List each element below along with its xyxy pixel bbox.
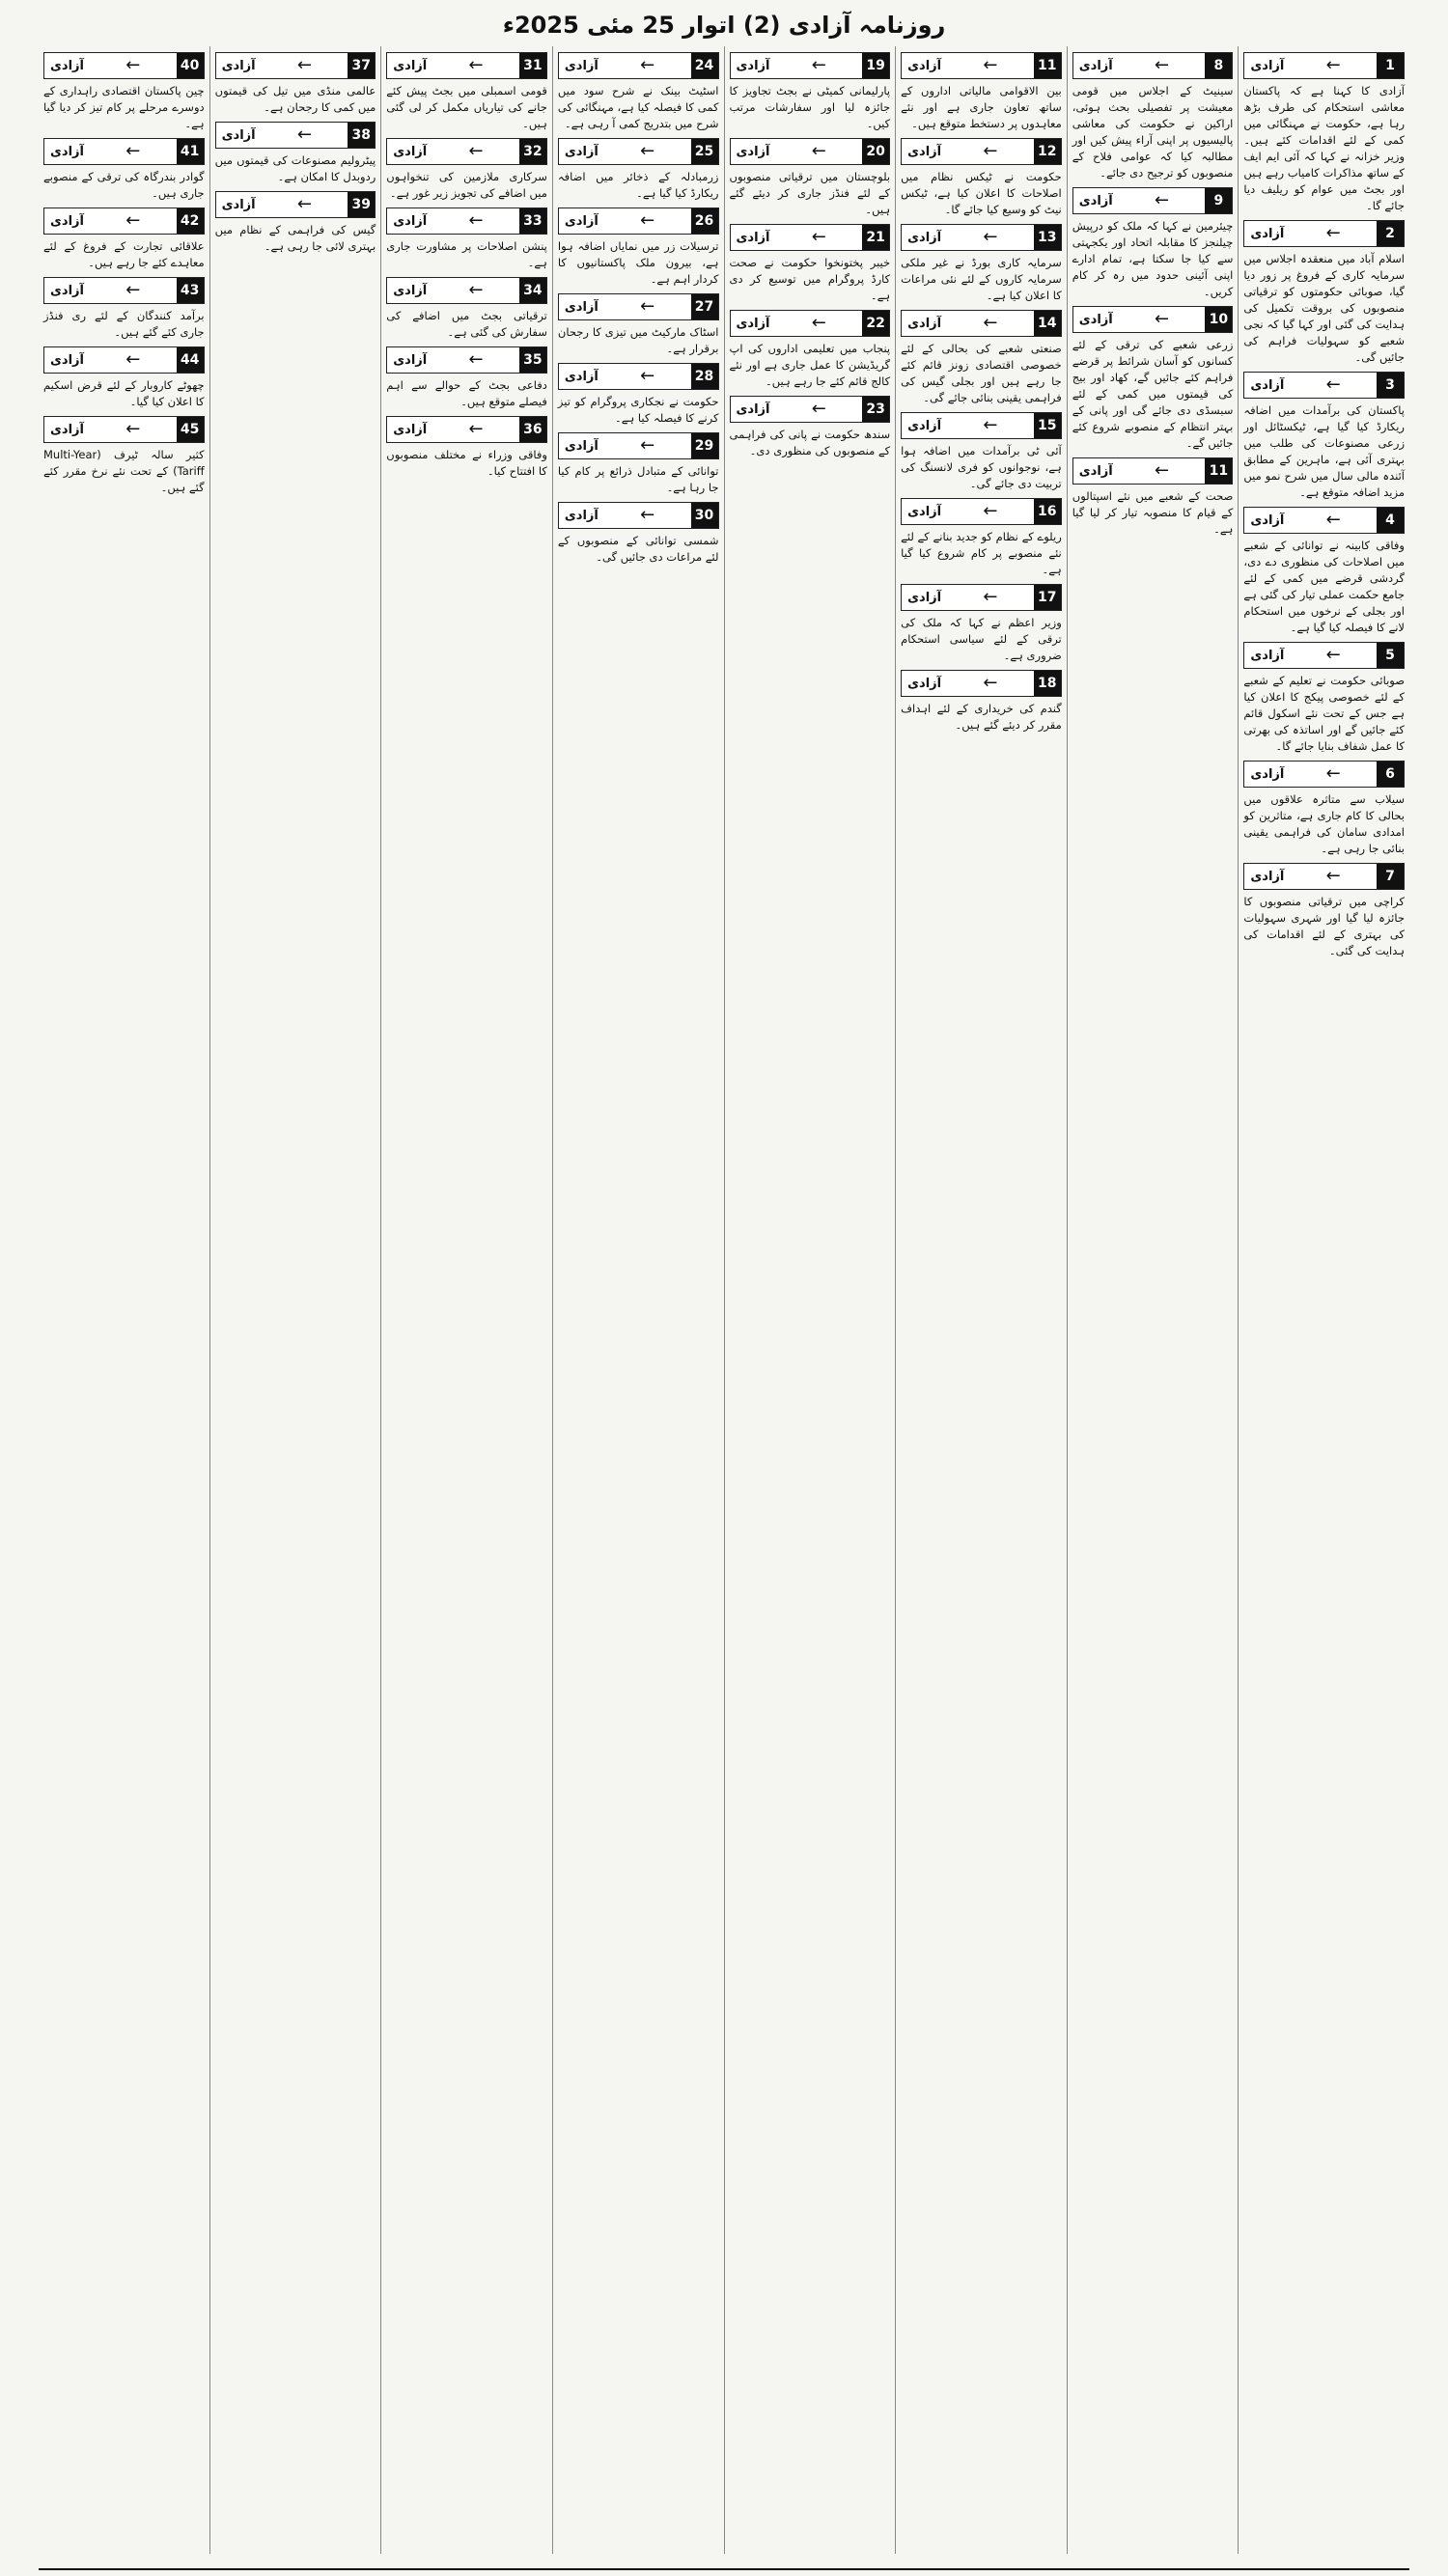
item-number: 44 [177, 347, 204, 373]
brand-label: آزادی [50, 283, 84, 298]
arrow-left-icon: ← [1155, 460, 1170, 481]
brand-label: آزادی [1250, 58, 1285, 73]
item-text: ترسیلات زر میں نمایاں اضافہ ہوا ہے، بیرون ملک پاکستانیوں کا کردار اہم ہے۔ [557, 239, 719, 286]
item-header [730, 310, 891, 337]
brand-label: آزادی [1250, 648, 1285, 663]
brand-label: آزادی [564, 508, 599, 523]
item-number: 32 [519, 139, 546, 164]
item-text: گندم کی خریداری کے لئے اہداف مقرر کر دیئے گئے ہیں۔ [901, 702, 1062, 732]
arrow-left-icon: ← [468, 280, 484, 300]
item-text: پنجاب میں تعلیمی اداروں کی اپ گریڈیشن کا عمل جاری ہے اور نئے کالج قائم کئے جا رہے ہیں۔ [729, 342, 891, 388]
news-item [386, 416, 547, 480]
brand-label: آزادی [907, 58, 942, 73]
arrow-left-icon: ← [640, 55, 655, 75]
item-number: 35 [519, 347, 546, 373]
brand-label: آزادی [1250, 869, 1285, 884]
item-text: حکومت نے ٹیکس نظام میں اصلاحات کا اعلان کیا ہے، ٹیکس نیٹ کو وسیع کیا جائے گا۔ [901, 170, 1062, 216]
news-item [901, 52, 1062, 132]
news-item [43, 52, 205, 132]
brand-label: آزادی [736, 230, 770, 245]
arrow-left-icon: ← [640, 210, 655, 231]
item-text: چھوٹے کاروبار کے لئے قرض اسکیم کا اعلان کیا گیا۔ [43, 378, 205, 408]
item-number: 19 [862, 53, 889, 78]
news-item [1243, 761, 1405, 857]
item-number: 11 [1205, 458, 1232, 484]
arrow-left-icon: ← [468, 141, 484, 161]
item-number: 31 [519, 53, 546, 78]
news-item [558, 52, 719, 132]
news-item [43, 277, 205, 341]
news-item [558, 363, 719, 427]
brand-label: آزادی [907, 316, 942, 331]
news-item [558, 208, 719, 288]
brand-label: آزادی [736, 58, 770, 73]
item-text: ریلوے کے نظام کو جدید بنانے کے لئے نئے منصوبے پر کام شروع کیا گیا ہے۔ [901, 530, 1062, 576]
item-text: صحت کے شعبے میں نئے اسپتالوں کے قیام کا منصوبہ تیار کر لیا گیا ہے۔ [1072, 489, 1234, 536]
news-item [901, 138, 1062, 218]
item-text: بین الاقوامی مالیاتی اداروں کے ساتھ تعاون جاری ہے اور نئے معاہدوں پر دستخط متوقع ہیں۔ [901, 84, 1062, 130]
item-number: 3 [1377, 373, 1404, 398]
item-text: وزیر اعظم نے کہا کہ ملک کی ترقی کے لئے سیاسی استحکام ضروری ہے۔ [901, 616, 1062, 662]
item-header [1243, 642, 1405, 669]
arrow-left-icon: ← [983, 587, 998, 607]
arrow-left-icon: ← [468, 55, 484, 75]
brand-label: آزادی [1250, 766, 1285, 782]
arrow-left-icon: ← [811, 399, 826, 419]
news-item [1072, 187, 1234, 300]
news-item [558, 138, 719, 202]
item-number: 15 [1034, 413, 1061, 438]
item-text: گوادر بندرگاہ کی ترقی کے منصوبے جاری ہیں۔ [43, 170, 205, 200]
arrow-left-icon: ← [640, 141, 655, 161]
arrow-left-icon: ← [296, 55, 312, 75]
item-header [901, 52, 1062, 79]
item-number: 30 [691, 503, 718, 528]
item-text: وفاقی وزراء نے مختلف منصوبوں کا افتتاح کیا۔ [386, 448, 547, 478]
item-header [43, 138, 205, 165]
item-header [730, 138, 891, 165]
item-header [901, 670, 1062, 697]
arrow-left-icon: ← [640, 435, 655, 456]
item-number: 2 [1377, 221, 1404, 246]
news-item [558, 432, 719, 496]
item-number: 7 [1377, 864, 1404, 889]
brand-label: آزادی [1250, 377, 1285, 393]
item-number: 1 [1377, 53, 1404, 78]
item-header [901, 412, 1062, 439]
item-header [43, 208, 205, 235]
item-number: 38 [348, 123, 375, 148]
item-number: 12 [1034, 139, 1061, 164]
item-number: 43 [177, 278, 204, 303]
brand-label: آزادی [907, 144, 942, 159]
item-number: 8 [1205, 53, 1232, 78]
item-text: علاقائی تجارت کے فروغ کے لئے معاہدے کئے جا رہے ہیں۔ [43, 239, 205, 269]
item-text: اسٹیٹ بینک نے شرح سود میں کمی کا فیصلہ کیا ہے، مہنگائی کی شرح میں بتدریج کمی آ رہی ہے۔ [557, 84, 719, 130]
article-column [380, 46, 552, 2554]
brand-label: آزادی [50, 213, 84, 229]
arrow-left-icon: ← [1155, 55, 1170, 75]
arrow-left-icon: ← [125, 55, 141, 75]
item-text: ترقیاتی بجٹ میں اضافے کی سفارش کی گئی ہے۔ [386, 309, 547, 339]
brand-label: آزادی [907, 676, 942, 691]
item-header [1072, 306, 1234, 333]
item-number: 5 [1377, 643, 1404, 668]
brand-label: آزادی [907, 504, 942, 519]
columns-container [39, 46, 1409, 2554]
item-header [1243, 52, 1405, 79]
arrow-left-icon: ← [983, 415, 998, 435]
item-text: آئی ٹی برآمدات میں اضافہ ہوا ہے، نوجوانوں کو فری لانسنگ کی تربیت دی جائے گی۔ [901, 444, 1062, 490]
arrow-left-icon: ← [983, 313, 998, 333]
brand-label: آزادی [564, 299, 599, 315]
news-item [901, 412, 1062, 492]
item-text: بلوچستان میں ترقیاتی منصوبوں کے لئے فنڈز جاری کر دیئے گئے ہیں۔ [729, 170, 891, 216]
brand-label: آزادی [50, 58, 84, 73]
item-header [386, 52, 547, 79]
item-header [1243, 761, 1405, 788]
item-number: 11 [1034, 53, 1061, 78]
item-header [43, 416, 205, 443]
item-header [1072, 52, 1234, 79]
item-number: 21 [862, 225, 889, 250]
news-item [1072, 306, 1234, 452]
brand-label: آزادی [221, 58, 256, 73]
item-text: شمسی توانائی کے منصوبوں کے لئے مراعات دی جائیں گی۔ [557, 534, 719, 564]
news-item [901, 670, 1062, 734]
brand-label: آزادی [50, 352, 84, 368]
arrow-left-icon: ← [1325, 223, 1341, 243]
arrow-left-icon: ← [1325, 866, 1341, 886]
brand-label: آزادی [736, 402, 770, 417]
brand-label: آزادی [221, 197, 256, 212]
article-column [724, 46, 896, 2554]
news-item [730, 52, 891, 132]
arrow-left-icon: ← [1325, 374, 1341, 395]
item-header [1243, 507, 1405, 534]
item-header [215, 191, 376, 218]
item-text: پیٹرولیم مصنوعات کی قیمتوں میں ردوبدل کا امکان ہے۔ [214, 153, 376, 183]
item-text: چین پاکستان اقتصادی راہداری کے دوسرے مرحلے پر کام تیز کر دیا گیا ہے۔ [43, 84, 205, 130]
arrow-left-icon: ← [983, 227, 998, 247]
news-item [386, 138, 547, 202]
arrow-left-icon: ← [1325, 645, 1341, 665]
news-item [1243, 642, 1405, 755]
item-header [558, 138, 719, 165]
item-header [1072, 187, 1234, 214]
item-header [730, 224, 891, 251]
item-number: 18 [1034, 671, 1061, 696]
brand-label: آزادی [1078, 58, 1113, 73]
news-item [901, 584, 1062, 664]
item-text: کراچی میں ترقیاتی منصوبوں کا جائزہ لیا گیا اور شہری سہولیات کی بہتری کے لئے اقدامات کی ہدایت کی گئی۔ [1243, 895, 1405, 957]
arrow-left-icon: ← [296, 125, 312, 145]
brand-label: آزادی [907, 418, 942, 433]
news-item [1243, 372, 1405, 501]
item-number: 34 [519, 278, 546, 303]
article-column [552, 46, 724, 2554]
item-number: 13 [1034, 225, 1061, 250]
arrow-left-icon: ← [1325, 763, 1341, 784]
arrow-left-icon: ← [640, 505, 655, 525]
item-number: 14 [1034, 311, 1061, 336]
news-item [386, 277, 547, 341]
article-column [895, 46, 1067, 2554]
item-header [43, 277, 205, 304]
item-number: 40 [177, 53, 204, 78]
news-item [1072, 457, 1234, 538]
brand-label: آزادی [393, 352, 428, 368]
arrow-left-icon: ← [125, 141, 141, 161]
item-text: زرمبادلہ کے ذخائر میں اضافہ ریکارڈ کیا گیا ہے۔ [557, 170, 719, 200]
news-item [901, 310, 1062, 406]
arrow-left-icon: ← [983, 501, 998, 521]
item-text: عالمی منڈی میں تیل کی قیمتوں میں کمی کا رجحان ہے۔ [214, 84, 376, 114]
item-text: توانائی کے متبادل ذرائع پر کام کیا جا رہا ہے۔ [557, 464, 719, 494]
item-header [43, 346, 205, 374]
item-number: 17 [1034, 585, 1061, 610]
arrow-left-icon: ← [811, 313, 826, 333]
item-header [1243, 220, 1405, 247]
brand-label: آزادی [1250, 226, 1285, 241]
arrow-left-icon: ← [640, 366, 655, 386]
item-text: خیبر پختونخوا حکومت نے صحت کارڈ پروگرام میں توسیع کر دی ہے۔ [729, 256, 891, 302]
item-text: سرمایہ کاری بورڈ نے غیر ملکی سرمایہ کاروں کے لئے نئی مراعات کا اعلان کیا ہے۔ [901, 256, 1062, 302]
brand-label: آزادی [564, 144, 599, 159]
arrow-left-icon: ← [296, 194, 312, 214]
item-header [1243, 372, 1405, 399]
item-number: 23 [862, 397, 889, 422]
brand-label: آزادی [736, 144, 770, 159]
news-item [901, 224, 1062, 304]
arrow-left-icon: ← [1325, 55, 1341, 75]
brand-label: آزادی [1078, 463, 1113, 479]
brand-label: آزادی [393, 58, 428, 73]
arrow-left-icon: ← [468, 210, 484, 231]
item-number: 9 [1205, 188, 1232, 213]
item-text: اسلام آباد میں منعقدہ اجلاس میں سرمایہ کاری کے فروغ پر زور دیا گیا، صوبائی حکومتوں کو ترقیاتی منصوبوں کی بروقت تکمیل کی ہدایت کی گئی اور کہا گیا کہ نجی شعبے کو سہولیات فراہم کی جائیں گی۔ [1243, 252, 1405, 364]
item-header [386, 208, 547, 235]
item-header [901, 138, 1062, 165]
news-item [1243, 863, 1405, 959]
item-number: 45 [177, 417, 204, 442]
brand-label: آزادی [50, 144, 84, 159]
arrow-left-icon: ← [125, 210, 141, 231]
news-item [215, 191, 376, 255]
item-number: 22 [862, 311, 889, 336]
brand-label: آزادی [564, 438, 599, 454]
brand-label: آزادی [564, 213, 599, 229]
arrow-left-icon: ← [468, 349, 484, 370]
news-item [43, 208, 205, 271]
item-header [386, 416, 547, 443]
arrow-left-icon: ← [125, 419, 141, 439]
news-item [730, 396, 891, 459]
item-text: سندھ حکومت نے پانی کی فراہمی کے منصوبوں کی منظوری دی۔ [729, 428, 891, 457]
item-header [1072, 457, 1234, 485]
article-column [1238, 46, 1409, 2554]
news-item [386, 208, 547, 271]
news-item [43, 346, 205, 410]
item-header [730, 396, 891, 423]
article-column [39, 46, 209, 2554]
item-number: 4 [1377, 508, 1404, 533]
footer-rule [39, 2568, 1409, 2570]
item-text: کثیر سالہ ٹیرف (Multi-Year Tariff) کے تحت نئے نرخ مقرر کئے گئے ہیں۔ [43, 448, 205, 494]
arrow-left-icon: ← [468, 419, 484, 439]
brand-label: آزادی [393, 213, 428, 229]
brand-label: آزادی [1078, 193, 1113, 208]
news-item [215, 122, 376, 185]
item-header [901, 224, 1062, 251]
item-text: چیئرمین نے کہا کہ ملک کو درپیش چیلنجز کا مقابلہ اتحاد اور یکجہتی سے کیا جا سکتا ہے، تمام ادارے اپنی آئینی حدود میں رہ کر کام کریں۔ [1072, 219, 1234, 298]
brand-label: آزادی [907, 230, 942, 245]
news-item [558, 502, 719, 566]
news-item [386, 52, 547, 132]
item-number: 37 [348, 53, 375, 78]
item-header [558, 293, 719, 320]
news-item [730, 138, 891, 218]
item-text: پاکستان کی برآمدات میں اضافہ ریکارڈ کیا گیا ہے، ٹیکسٹائل اور زرعی مصنوعات کی طلب میں بہتری آئی ہے، ماہرین کے مطابق آئندہ مالی سال میں شرح نمو میں مزید اضافہ متوقع ہے۔ [1243, 403, 1405, 499]
item-text: قومی اسمبلی میں بجٹ پیش کئے جانے کی تیاریاں مکمل کر لی گئی ہیں۔ [386, 84, 547, 130]
item-header [901, 584, 1062, 611]
item-text: صوبائی حکومت نے تعلیم کے شعبے کے لئے خصوصی پیکج کا اعلان کیا ہے جس کے تحت نئے اسکول قائم کئے جائیں گے اور اساتذہ کی بھرتی کا عمل شفاف بنایا جائے گا۔ [1243, 674, 1405, 753]
arrow-left-icon: ← [125, 280, 141, 300]
arrow-left-icon: ← [1325, 510, 1341, 530]
item-header [558, 52, 719, 79]
article-column [209, 46, 381, 2554]
item-text: برآمد کنندگان کے لئے ری فنڈز جاری کئے گئے ہیں۔ [43, 309, 205, 339]
item-text: سیلاب سے متاثرہ علاقوں میں بحالی کا کام جاری ہے، متاثرین کو امدادی سامان کی فراہمی یقینی بنائی جا رہی ہے۔ [1243, 792, 1405, 855]
item-text: پنشن اصلاحات پر مشاورت جاری ہے۔ [386, 239, 547, 269]
item-text: آزادی کا کہنا ہے کہ پاکستان معاشی استحکام کی طرف بڑھ رہا ہے، حکومت نے مہنگائی میں کمی کے لئے اقدامات کئے ہیں۔ وزیر خزانہ نے کہا کہ آئی ایم ایف کے ساتھ مذاکرات کامیاب رہے ہیں اور بجٹ میں عوام کو ریلیف دیا جائے گا۔ [1243, 84, 1405, 212]
item-number: 20 [862, 139, 889, 164]
item-text: سرکاری ملازمین کی تنخواہوں میں اضافے کی تجویز زیر غور ہے۔ [386, 170, 547, 200]
item-text: پارلیمانی کمیٹی نے بجٹ تجاویز کا جائزہ لیا اور سفارشات مرتب کیں۔ [729, 84, 891, 130]
brand-label: آزادی [736, 316, 770, 331]
news-item [43, 138, 205, 202]
item-number: 10 [1205, 307, 1232, 332]
brand-label: آزادی [393, 283, 428, 298]
arrow-left-icon: ← [640, 296, 655, 317]
arrow-left-icon: ← [1155, 309, 1170, 329]
news-item [1243, 220, 1405, 366]
brand-label: آزادی [907, 590, 942, 605]
item-header [386, 138, 547, 165]
item-number: 33 [519, 208, 546, 234]
brand-label: آزادی [221, 127, 256, 143]
arrow-left-icon: ← [1155, 190, 1170, 210]
item-number: 16 [1034, 499, 1061, 524]
brand-label: آزادی [1078, 312, 1113, 327]
item-number: 27 [691, 294, 718, 319]
item-header [1243, 863, 1405, 890]
brand-label: آزادی [1250, 512, 1285, 528]
item-text: حکومت نے نجکاری پروگرام کو تیز کرنے کا فیصلہ کیا ہے۔ [557, 395, 719, 425]
news-item [1072, 52, 1234, 181]
item-header [558, 502, 719, 529]
item-number: 26 [691, 208, 718, 234]
news-item [1243, 507, 1405, 636]
arrow-left-icon: ← [811, 141, 826, 161]
item-number: 25 [691, 139, 718, 164]
item-header [386, 346, 547, 374]
brand-label: آزادی [393, 144, 428, 159]
news-item [215, 52, 376, 116]
brand-label: آزادی [50, 422, 84, 437]
arrow-left-icon: ← [983, 673, 998, 693]
news-item [1243, 52, 1405, 214]
item-number: 29 [691, 433, 718, 458]
news-item [386, 346, 547, 410]
item-header [386, 277, 547, 304]
item-header [901, 498, 1062, 525]
arrow-left-icon: ← [811, 227, 826, 247]
brand-label: آزادی [564, 369, 599, 384]
arrow-left-icon: ← [983, 141, 998, 161]
item-number: 36 [519, 417, 546, 442]
news-item [730, 310, 891, 390]
news-item [730, 224, 891, 304]
item-text: صنعتی شعبے کی بحالی کے لئے خصوصی اقتصادی زونز قائم کئے جا رہے ہیں اور بجلی گیس کی فراہمی یقینی بنائی جائے گی۔ [901, 342, 1062, 404]
item-header [43, 52, 205, 79]
arrow-left-icon: ← [811, 55, 826, 75]
news-item [43, 416, 205, 496]
article-column [1067, 46, 1239, 2554]
brand-label: آزادی [393, 422, 428, 437]
item-header [558, 363, 719, 390]
item-text: زرعی شعبے کی ترقی کے لئے کسانوں کو آسان شرائط پر قرضے فراہم کئے جائیں گے، کھاد اور بیج کی قیمتوں میں کمی کے لئے سبسڈی دی جائے گی اور پانی کے بہتر انتظام کے منصوبے شروع کئے جائیں گے۔ [1072, 338, 1234, 450]
item-text: سینیٹ کے اجلاس میں قومی معیشت پر تفصیلی بحث ہوئی، اراکین نے حکومت کی معاشی پالیسیوں پر اپنی آراء پیش کیں اور مطالبہ کیا کہ عوامی فلاح کے منصوبوں کو ترجیح دی جائے۔ [1072, 84, 1234, 180]
item-header [215, 122, 376, 149]
arrow-left-icon: ← [983, 55, 998, 75]
item-number: 39 [348, 192, 375, 217]
item-header [215, 52, 376, 79]
item-header [558, 208, 719, 235]
brand-label: آزادی [564, 58, 599, 73]
item-text: دفاعی بجٹ کے حوالے سے اہم فیصلے متوقع ہیں۔ [386, 378, 547, 408]
item-number: 28 [691, 364, 718, 389]
item-text: وفاقی کابینہ نے توانائی کے شعبے میں اصلاحات کی منظوری دے دی، گردشی قرضے میں کمی کے لئے جامع حکمت عملی تیار کی گئی ہے اور بجلی کے نرخوں میں استحکام لانے کا فیصلہ کیا گیا ہے۔ [1243, 539, 1405, 634]
item-text: اسٹاک مارکیٹ میں تیزی کا رجحان برقرار ہے۔ [557, 325, 719, 355]
arrow-left-icon: ← [125, 349, 141, 370]
item-header [901, 310, 1062, 337]
item-text: گیس کی فراہمی کے نظام میں بہتری لائی جا رہی ہے۔ [214, 223, 376, 253]
news-item [901, 498, 1062, 578]
item-number: 42 [177, 208, 204, 234]
item-header [558, 432, 719, 459]
item-number: 6 [1377, 762, 1404, 787]
item-header [730, 52, 891, 79]
item-number: 24 [691, 53, 718, 78]
masthead: روزنامہ آزادی (2) اتوار 25 مئی 2025ء [502, 12, 946, 39]
item-number: 41 [177, 139, 204, 164]
news-item [558, 293, 719, 357]
